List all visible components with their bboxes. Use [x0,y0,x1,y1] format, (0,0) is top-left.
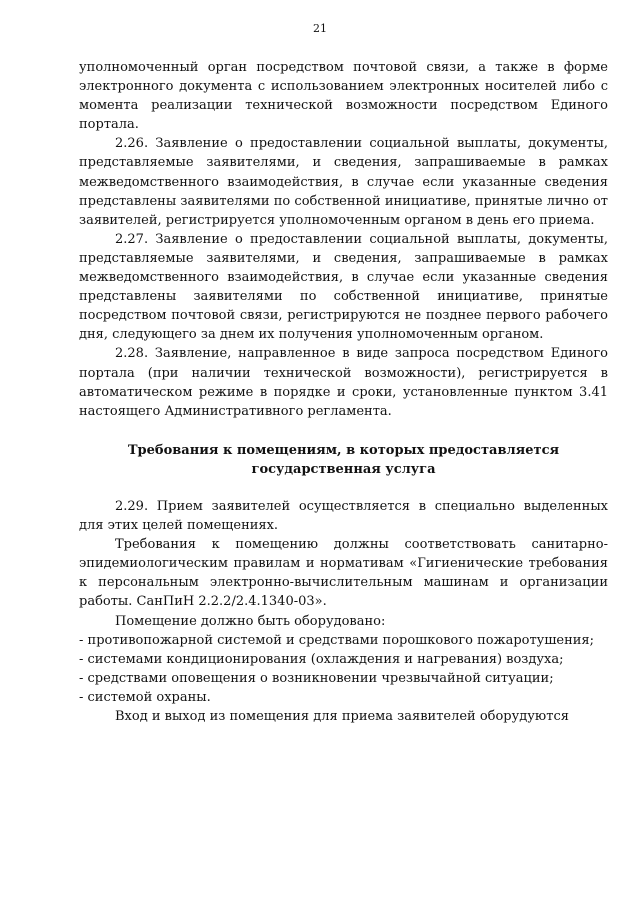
list-item-air-conditioning: - системами кондиционирования (охлаждения и нагревания) воздуха; [79,651,564,667]
paragraph-2-27: 2.27. Заявление о предоставлении социальной выплаты, документы, представляемые заявителями, и сведения, запрашиваемые в рамках межведомственного взаимодействия, в случае если указанные сведения представлены заявителями по собственной инициативе, принятые посредством почтовой связи, регистрируются не позднее первого рабочего дня, следующего за днем их получения уполномоченным органом. [79,231,608,343]
list-item-emergency-alert: - средствами оповещения о возникновении чрезвычайной ситуации; [79,670,554,686]
section-heading-line-1: Требования к помещениям, в которых предоставляется [127,442,560,458]
paragraph-continuation: уполномоченный орган посредством почтовой связи, а также в форме электронного документа с использованием электронных носителей либо с момента реализации технической возможности посредством Единого портала. [79,60,608,133]
paragraph-2-29: 2.29. Прием заявителей осуществляется в специально выделенных для этих целей помещениях. [79,498,608,534]
paragraph-requirements: Требования к помещению должны соответствовать санитарно-эпидемиологическим правилам и нормативам «Гигиенические требования к персональным электронно-вычислительным машинам и организации работы. СанПиН 2.2.2/2.4.1340-03». [79,537,608,610]
list-item-fire-system: - противопожарной системой и средствами порошкового пожаротушения; [79,632,595,648]
page-number: 21 [313,22,327,35]
list-item-security-system: - системой охраны. [79,689,211,705]
section-heading-line-2: государственная услуга [251,461,436,477]
document-body [79,58,608,726]
paragraph-2-26: 2.26. Заявление о предоставлении социальной выплаты, документы, представляемые заявителями, и сведения, запрашиваемые в рамках межведомственного взаимодействия, в случае если указанные сведения представлены заявителями по собственной инициативе, принятые лично от заявителей, регистрируется уполномоченным органом в день его приема. [79,136,608,228]
paragraph-2-28: 2.28. Заявление, направленное в виде запроса посредством Единого портала (при наличии технической возможности), регистрируется в автоматическом режиме в порядке и сроки, установленные пунктом 3.41 настоящего Административного регламента. [79,346,608,419]
paragraph-entrance-exit: Вход и выход из помещения для приема заявителей оборудуются [115,709,569,724]
paragraph-equipment-intro: Помещение должно быть оборудовано: [115,613,386,629]
